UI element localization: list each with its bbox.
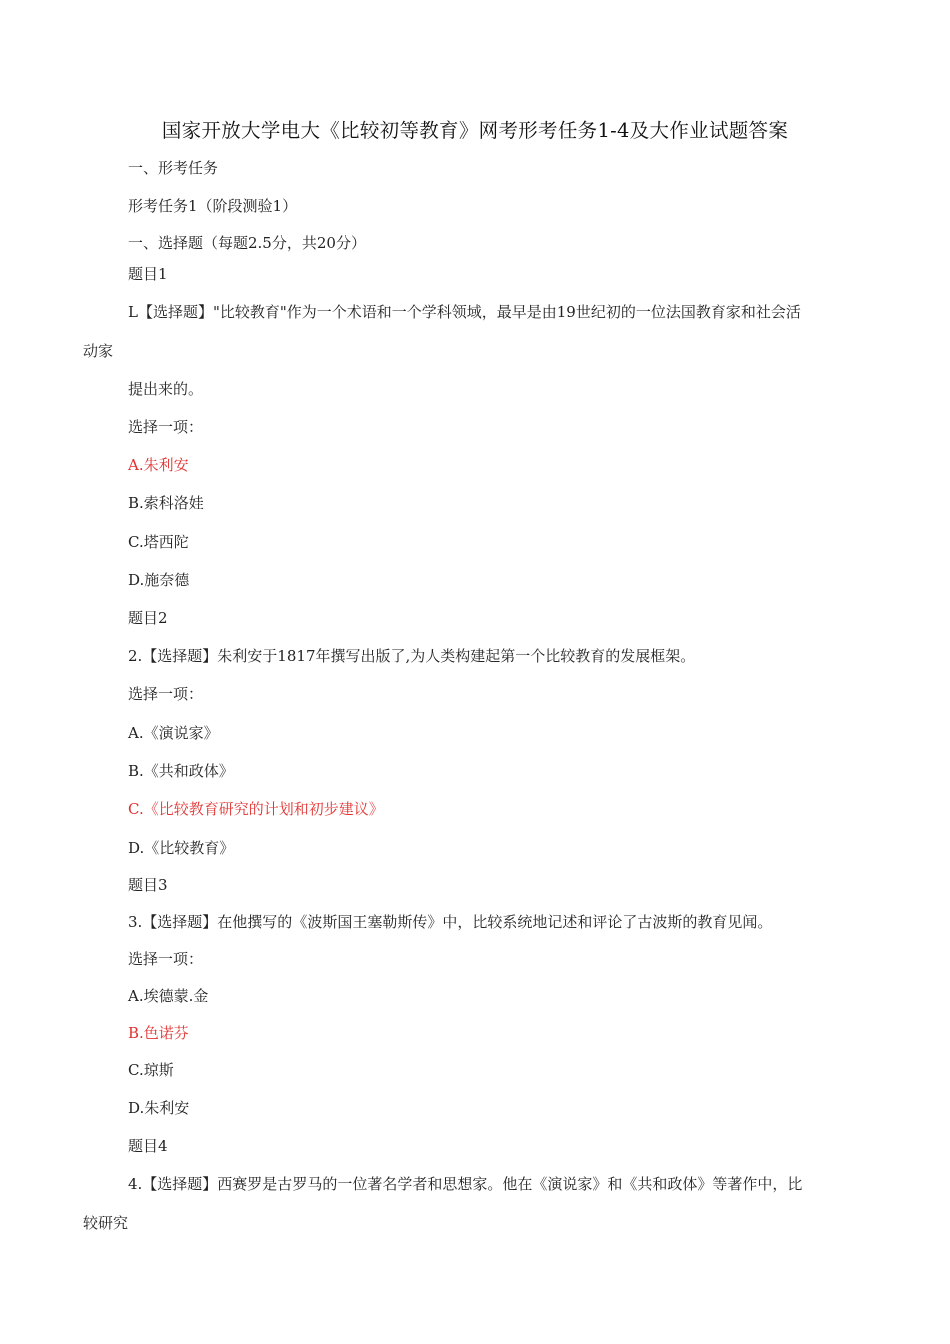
part-heading: 一、选择题（每题2.5分，共20分）	[128, 234, 366, 252]
question-stem: 2.【选择题】朱利安于1817年撰写出版了,为人类构建起第一个比较教育的发展框架。	[128, 647, 696, 665]
option: D.朱利安	[128, 1099, 190, 1117]
question-stem: 4.【选择题】西赛罗是古罗马的一位著名学者和思想家。他在《演说家》和《共和政体》等著作中，比	[128, 1175, 803, 1193]
option: D.施奈德	[128, 571, 190, 589]
choice-prompt: 选择一项：	[128, 685, 204, 703]
question-label: 题目2	[128, 609, 168, 627]
option-correct: C.《比较教育研究的计划和初步建议》	[128, 800, 384, 818]
question-label: 题目1	[128, 265, 168, 283]
document-title: 国家开放大学电大《比较初等教育》网考形考任务1-4及大作业试题答案	[161, 119, 789, 142]
question-label: 题目3	[128, 876, 168, 894]
option: A.埃德蒙.金	[128, 987, 209, 1005]
option: C.琼斯	[128, 1061, 174, 1079]
option: B.《共和政体》	[128, 762, 234, 780]
option: D.《比较教育》	[128, 839, 235, 857]
option-correct: A.朱利安	[128, 456, 189, 474]
section-heading: 一、形考任务	[128, 159, 219, 177]
option-correct: B.色诺芬	[128, 1024, 189, 1042]
question-stem-continued: 动家	[83, 342, 114, 360]
question-stem: 3.【选择题】在他撰写的《波斯国王塞勒斯传》中，比较系统地记述和评论了古波斯的教育见闻。	[128, 913, 773, 931]
choice-prompt: 选择一项：	[128, 950, 204, 968]
question-label: 题目4	[128, 1137, 168, 1155]
question-stem-continued: 提出来的。	[128, 380, 204, 398]
task-heading: 形考任务1（阶段测验1）	[128, 197, 298, 215]
option: B.索科洛娃	[128, 494, 204, 512]
option: C.塔西陀	[128, 533, 189, 551]
question-stem: L【选择题】"比较教育"作为一个术语和一个学科领域，最早是由19世纪初的一位法国教育家和社会活	[128, 303, 801, 321]
choice-prompt: 选择一项：	[128, 418, 204, 436]
question-stem-continued: 较研究	[83, 1214, 129, 1232]
option: A.《演说家》	[128, 724, 219, 742]
